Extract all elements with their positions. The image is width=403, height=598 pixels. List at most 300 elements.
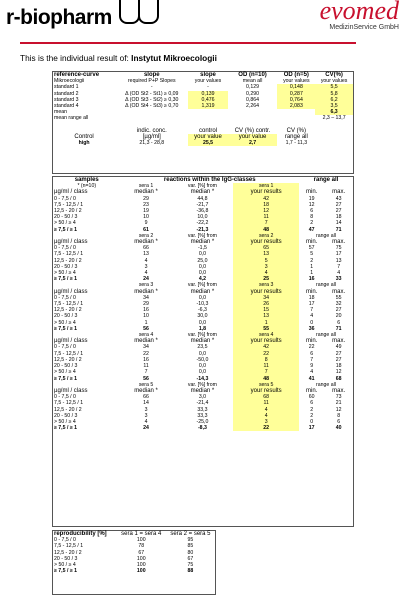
sample-cell: 26 bbox=[233, 301, 299, 307]
sample-cell: 8 bbox=[233, 357, 299, 363]
sample-cell: 23 bbox=[143, 201, 149, 208]
sample-cell: 13 bbox=[143, 251, 149, 258]
repro-col-header: sera 2 = sera 5 bbox=[170, 531, 211, 537]
sample-cell: 12 bbox=[335, 406, 342, 413]
repro-row bbox=[53, 568, 215, 574]
sample-cell: 34 bbox=[143, 294, 149, 301]
sample-cell: 4 bbox=[144, 257, 148, 264]
sample-cell: 66 bbox=[143, 245, 149, 252]
sample-cell: 9 bbox=[144, 220, 148, 227]
sample-cell: 33,3 bbox=[197, 412, 208, 419]
sample-cell: 22 bbox=[143, 350, 149, 357]
reference-cell: 3,5 bbox=[315, 103, 353, 109]
max-label: max. bbox=[332, 338, 346, 345]
sample-cell: 65 bbox=[233, 245, 299, 251]
sample-cell: > 50 / ≥ 4 bbox=[54, 270, 76, 277]
subcol: median * bbox=[134, 387, 158, 394]
sera-label: sera 5 bbox=[138, 381, 154, 388]
sample-cell: 11 bbox=[233, 363, 299, 369]
control-cell: 1,7 - 11,3 bbox=[285, 140, 308, 147]
sample-cell: 56 bbox=[143, 375, 149, 382]
sample-cell: 19 bbox=[308, 195, 315, 202]
reference-curve-table bbox=[52, 71, 354, 174]
sample-cell: -22,2 bbox=[196, 220, 209, 227]
sample-cell: 11 bbox=[143, 363, 149, 370]
repro-cell: 100 bbox=[136, 555, 146, 562]
r-biopharm-logo bbox=[4, 0, 154, 40]
sample-cell: 11 bbox=[233, 400, 299, 406]
sample-cell: 27 bbox=[335, 307, 342, 314]
reference-cell: 0,864 bbox=[246, 96, 260, 103]
reference-cell: 2,083 bbox=[277, 103, 315, 109]
control-header: indic. conc. bbox=[136, 127, 167, 134]
sample-cell: 0,0 bbox=[198, 350, 207, 357]
sample-cell: 10,0 bbox=[197, 214, 208, 221]
repro-cell: 67 bbox=[187, 555, 194, 562]
sample-cell: 1,8 bbox=[198, 325, 207, 332]
var-label: var. [%] from bbox=[187, 232, 217, 239]
reference-cell: standard 3 bbox=[54, 96, 79, 103]
reference-cell: standard 2 bbox=[54, 90, 79, 97]
sample-cell: 4,2 bbox=[198, 276, 207, 283]
sample-cell: 33 bbox=[335, 276, 342, 283]
control-cell: 2,7 bbox=[228, 140, 278, 146]
sample-cell: 41 bbox=[308, 375, 315, 382]
column-header: OD (n=5) bbox=[283, 72, 309, 78]
sample-cell: 0 - 7,5 / 0 bbox=[54, 245, 76, 252]
sample-cell: 3,0 bbox=[198, 394, 207, 401]
sample-cell: > 50 / ≥ 4 bbox=[54, 319, 76, 326]
samples-table bbox=[52, 176, 354, 527]
sample-cell: 16 bbox=[143, 307, 149, 314]
column-subheader: required P+P Slopes bbox=[127, 78, 176, 85]
range-label: mean range all bbox=[54, 115, 89, 122]
max-label: max. bbox=[332, 288, 346, 295]
sample-cell: ≥ 7,5 / ≥ 1 bbox=[54, 226, 77, 233]
min-label: min. bbox=[306, 189, 318, 196]
sample-cell: 0 - 7,5 / 0 bbox=[54, 294, 76, 301]
repro-cell: ≥ 7,5 / ≥ 1 bbox=[54, 568, 77, 575]
sample-cell: 0 bbox=[310, 418, 314, 425]
samples-title: samples bbox=[74, 177, 99, 183]
sample-cell: 36 bbox=[308, 325, 315, 332]
logo-shape-icon bbox=[138, 0, 159, 24]
range-title: range all bbox=[316, 332, 336, 339]
sample-cell: 4 bbox=[144, 270, 148, 277]
sample-cell: 19 bbox=[143, 208, 149, 215]
repro-cell: 78 bbox=[138, 543, 145, 550]
reproducibility-grid bbox=[53, 531, 215, 574]
sample-cell: 48 bbox=[233, 376, 299, 382]
sample-cell: 6 bbox=[310, 400, 314, 407]
sample-cell: 73 bbox=[335, 394, 342, 401]
logo-shape-icon bbox=[119, 0, 140, 24]
reference-cell: 5,5 bbox=[315, 84, 353, 90]
sample-cell: 8 bbox=[337, 412, 341, 419]
sample-cell: 68 bbox=[233, 394, 299, 400]
sample-cell: 5 bbox=[233, 258, 299, 264]
sample-cell: -21,7 bbox=[196, 201, 209, 208]
sample-cell: 1 bbox=[233, 320, 299, 326]
repro-cell: 100 bbox=[136, 562, 146, 569]
sera-label: sera 3 bbox=[138, 282, 154, 289]
subcol: median * bbox=[190, 189, 215, 196]
max-label: max. bbox=[332, 239, 346, 246]
sample-cell: 18 bbox=[308, 294, 315, 301]
min-label: min. bbox=[306, 239, 318, 246]
sample-cell: 10 bbox=[143, 214, 149, 221]
sample-cell: 0 - 7,5 / 0 bbox=[54, 195, 76, 202]
sample-cell: 18 bbox=[233, 202, 299, 208]
sample-cell: 4 bbox=[310, 369, 314, 376]
control-label: Control bbox=[74, 134, 94, 141]
sample-cell: 34 bbox=[143, 344, 149, 351]
sample-cell: 27 bbox=[335, 356, 342, 363]
control-cell: 25,5 bbox=[188, 140, 227, 146]
sample-cell: 2 bbox=[310, 412, 314, 419]
reference-cell: 0,764 bbox=[277, 97, 315, 103]
repro-cell: 12,5 - 20 / 2 bbox=[54, 549, 82, 556]
reference-cell: 0,476 bbox=[188, 97, 227, 103]
sample-cell: 75 bbox=[335, 245, 342, 252]
sample-cell: -10,3 bbox=[196, 301, 209, 308]
unit-header: µg/ml / class bbox=[54, 189, 88, 196]
column-header: slope bbox=[200, 72, 216, 78]
reference-cell: 0,148 bbox=[277, 84, 315, 90]
sample-cell: 22 bbox=[233, 351, 299, 357]
sample-cell: 27 bbox=[335, 208, 342, 215]
reference-cell: 0,290 bbox=[246, 90, 260, 97]
sample-cell: 18 bbox=[335, 363, 342, 370]
repro-cell: 85 bbox=[187, 543, 194, 550]
control-subheader: range all bbox=[284, 134, 308, 141]
sample-cell: 7 bbox=[337, 263, 341, 270]
unit-header: µg/ml / class bbox=[54, 338, 88, 345]
repro-cell: 88 bbox=[187, 568, 194, 575]
range-title: range all bbox=[316, 232, 336, 239]
control-blank bbox=[315, 140, 353, 146]
sample-cell: -14,3 bbox=[196, 375, 209, 382]
sample-cell: 10 bbox=[143, 313, 149, 320]
sample-cell: 7,5 - 12,5 / 1 bbox=[54, 201, 84, 208]
column-header: reference-curve bbox=[54, 72, 100, 78]
sera-label: sera 5 bbox=[233, 382, 299, 388]
sample-cell: 60 bbox=[308, 394, 315, 401]
sera-label: sera 1 bbox=[233, 183, 299, 189]
sample-cell: 25,0 bbox=[197, 257, 208, 264]
reference-cell: - bbox=[150, 84, 153, 91]
sample-cell: 20 - 50 / 3 bbox=[54, 363, 78, 370]
sample-cell: 4 bbox=[337, 270, 341, 277]
sample-cell: 20 - 50 / 3 bbox=[54, 263, 78, 270]
sample-cell: 0,0 bbox=[198, 270, 207, 277]
control-row bbox=[53, 140, 353, 146]
subcol: your results bbox=[233, 189, 299, 195]
sample-cell: ≥ 7,5 / ≥ 1 bbox=[54, 276, 77, 283]
sample-cell: 0 - 7,5 / 0 bbox=[54, 394, 76, 401]
sample-cell: 2 bbox=[310, 406, 314, 413]
reference-cell: Δ (OD St3 - St2) ≥ 0,30 bbox=[125, 96, 179, 103]
control-cell: high bbox=[78, 140, 90, 147]
reference-cell: 2,264 bbox=[246, 103, 260, 110]
unit-header: µg/ml / class bbox=[54, 239, 88, 246]
reference-table bbox=[53, 72, 353, 146]
sample-cell: 0,0 bbox=[198, 369, 207, 376]
sample-cell: > 50 / ≥ 4 bbox=[54, 220, 76, 227]
unit-header: µg/ml / class bbox=[54, 387, 88, 394]
column-header: OD (n=10) bbox=[238, 72, 267, 78]
sample-cell: 6 bbox=[337, 418, 341, 425]
sera-label: sera 1 bbox=[138, 183, 154, 190]
sample-cell: 33,3 bbox=[197, 406, 208, 413]
sample-cell: 55 bbox=[233, 326, 299, 332]
var-label: var. [%] from bbox=[187, 183, 217, 190]
sera-label: sera 2 bbox=[233, 233, 299, 239]
repro-cell: 95 bbox=[187, 537, 194, 544]
sample-cell: 71 bbox=[335, 325, 342, 332]
sample-cell: 6 bbox=[310, 350, 314, 357]
sample-cell: 21 bbox=[335, 400, 342, 407]
sample-cell: > 50 / ≥ 4 bbox=[54, 369, 76, 376]
sample-cell: 0,0 bbox=[198, 263, 207, 270]
sample-cell: 7,5 - 12,5 / 1 bbox=[54, 251, 84, 258]
sample-cell: 13 bbox=[233, 313, 299, 319]
reference-cell: standard 1 bbox=[54, 84, 79, 91]
range-title: range all bbox=[316, 282, 336, 289]
sample-cell: 25 bbox=[233, 276, 299, 282]
sample-cell: 13 bbox=[335, 257, 342, 264]
sample-cell: 9 bbox=[310, 363, 314, 370]
column-subheader: your values bbox=[283, 78, 310, 85]
sample-cell: 7 bbox=[144, 369, 148, 376]
sample-cell: 4 bbox=[233, 270, 299, 276]
sample-cell: -21,3 bbox=[196, 226, 209, 233]
sample-cell: 0 - 7,5 / 0 bbox=[54, 344, 76, 351]
repro-cell: > 50 / ≥ 4 bbox=[54, 562, 76, 569]
sample-cell: 32 bbox=[335, 301, 342, 308]
sample-cell: 1 bbox=[310, 270, 314, 277]
sample-cell: 7 bbox=[233, 220, 299, 226]
sample-cell: 12,5 - 20 / 2 bbox=[54, 257, 82, 264]
sample-cell: 7 bbox=[310, 307, 314, 314]
sample-cell: 68 bbox=[335, 375, 342, 382]
subcol: your results bbox=[233, 388, 299, 394]
sample-cell: 12,5 - 20 / 2 bbox=[54, 307, 82, 314]
sample-cell: 12 bbox=[233, 208, 299, 214]
max-label: max. bbox=[332, 387, 346, 394]
sample-cell: 14 bbox=[335, 220, 342, 227]
sample-cell: 43 bbox=[335, 195, 342, 202]
control-header: CV (%) bbox=[286, 127, 306, 134]
unit-header: * (n=10) bbox=[77, 183, 97, 190]
min-label: min. bbox=[306, 338, 318, 345]
sample-cell: 4 bbox=[144, 418, 148, 425]
sera-label: sera 3 bbox=[233, 282, 299, 288]
max-label: max. bbox=[332, 189, 346, 196]
reference-cell: 6,2 bbox=[315, 97, 353, 103]
intro-line bbox=[20, 53, 217, 63]
control-header: CV (%) contr. bbox=[234, 127, 271, 134]
subcol: your results bbox=[233, 338, 299, 344]
sample-cell: 20 - 50 / 3 bbox=[54, 214, 78, 221]
intro-name: Instytut Mikroecologii bbox=[131, 53, 217, 63]
subcol: median * bbox=[190, 239, 215, 246]
sample-cell: 34 bbox=[233, 295, 299, 301]
sample-cell: 0 bbox=[310, 319, 314, 326]
column-header: CV(%) bbox=[325, 72, 343, 78]
min-label: min. bbox=[306, 387, 318, 394]
control-header: control bbox=[198, 127, 217, 134]
sample-cell: 47 bbox=[308, 226, 315, 233]
sample-cell: 15 bbox=[233, 307, 299, 313]
min-label: min. bbox=[306, 288, 318, 295]
subcol: median * bbox=[134, 288, 158, 295]
range-title: range all bbox=[316, 381, 336, 388]
reference-cell: 0,139 bbox=[188, 91, 227, 97]
reference-cell: 0,287 bbox=[277, 91, 315, 97]
sample-cell: 5 bbox=[310, 251, 314, 258]
control-subheader: [µg/ml] bbox=[142, 134, 161, 141]
control-cell: 21,3 - 28,8 bbox=[139, 140, 165, 147]
sample-cell: 3 bbox=[233, 419, 299, 425]
sample-cell: 4 bbox=[233, 407, 299, 413]
sample-cell: 29 bbox=[143, 195, 149, 202]
sample-cell: > 50 / ≥ 4 bbox=[54, 418, 76, 425]
sample-cell: 14 bbox=[143, 400, 149, 407]
sample-cell: 7,5 - 12,5 / 1 bbox=[54, 301, 84, 308]
sample-cell: 42 bbox=[233, 196, 299, 202]
sample-cell: 16 bbox=[308, 276, 315, 283]
sample-cell: 1 bbox=[144, 319, 148, 326]
sample-cell: 7,5 - 12,5 / 1 bbox=[54, 350, 84, 357]
sample-cell: 27 bbox=[335, 350, 342, 357]
sample-cell: 24 bbox=[143, 276, 149, 283]
sample-cell: 0,0 bbox=[198, 319, 207, 326]
var-label: var. [%] from bbox=[187, 282, 217, 289]
subcol: median * bbox=[134, 239, 158, 246]
repro-cell: 100 bbox=[136, 537, 146, 544]
column-subheader: your values bbox=[320, 78, 348, 85]
sample-cell: 2 bbox=[310, 220, 314, 227]
reference-cell: 1,319 bbox=[188, 103, 227, 109]
sample-cell: 7 bbox=[233, 369, 299, 375]
column-subheader: your values bbox=[194, 78, 222, 85]
sample-cell: 57 bbox=[308, 245, 315, 252]
repro-cell: 0 - 7,5 / 0 bbox=[54, 537, 76, 544]
sample-cell: 6 bbox=[337, 319, 341, 326]
sample-cell: -6,3 bbox=[197, 307, 207, 314]
sample-cell: 42 bbox=[233, 344, 299, 350]
sample-cell: 29 bbox=[143, 301, 149, 308]
sample-cell: 12 bbox=[335, 369, 342, 376]
sample-cell: 12,5 - 20 / 2 bbox=[54, 406, 82, 413]
reproducibility-table bbox=[52, 530, 216, 595]
sample-cell: 3 bbox=[144, 406, 148, 413]
sample-cell: 20 bbox=[335, 313, 342, 320]
reference-cell: - bbox=[207, 84, 209, 91]
sample-cell: 20 - 50 / 3 bbox=[54, 412, 78, 419]
sample-cell: 23,5 bbox=[197, 344, 208, 351]
sample-cell: 66 bbox=[143, 394, 149, 401]
unit-header: µg/ml / class bbox=[54, 288, 88, 295]
samples-range-title: range all bbox=[313, 177, 339, 183]
sample-cell: ≥ 7,5 / ≥ 1 bbox=[54, 375, 77, 382]
sample-cell: -25,0 bbox=[196, 418, 209, 425]
subcol: median * bbox=[134, 338, 158, 345]
logo-right-sub: MedizinService GmbH bbox=[329, 24, 399, 31]
column-header: slope bbox=[143, 72, 160, 78]
subcol: median * bbox=[134, 189, 158, 196]
samples-section-title: reactions within the IgG-classes bbox=[163, 177, 256, 183]
sample-cell: 22 bbox=[308, 344, 315, 351]
reference-cell: 0,129 bbox=[246, 84, 260, 91]
logo-left-text: r-biopharm bbox=[6, 6, 112, 29]
sample-cell: 7 bbox=[310, 356, 314, 363]
sample-cell: ≥ 7,5 / ≥ 1 bbox=[54, 325, 77, 332]
sample-cell: 17 bbox=[308, 301, 315, 308]
sample-cell: 61 bbox=[143, 226, 149, 233]
repro-cell: 100 bbox=[136, 568, 146, 575]
sample-cell: 13 bbox=[233, 251, 299, 257]
sample-cell: 71 bbox=[335, 226, 342, 233]
sample-cell: -50,0 bbox=[196, 356, 209, 363]
sample-cell: 40 bbox=[335, 425, 342, 432]
repro-cell: 80 bbox=[187, 549, 194, 556]
sample-cell: 12,5 - 20 / 2 bbox=[54, 356, 82, 363]
column-subheader: Mikroecologii bbox=[54, 78, 85, 85]
subcol: median * bbox=[190, 338, 215, 345]
reference-cell: Δ (OD St2 - St1) ≥ 0,09 bbox=[125, 90, 179, 97]
sample-cell: 44,8 bbox=[197, 195, 208, 202]
sample-cell: 7,5 - 12,5 / 1 bbox=[54, 400, 84, 407]
sample-cell: 16 bbox=[143, 356, 149, 363]
sample-cell: 3 bbox=[233, 264, 299, 270]
sample-cell: -36,8 bbox=[196, 208, 209, 215]
reference-cell: 5,8 bbox=[315, 91, 353, 97]
sample-cell: 49 bbox=[335, 344, 342, 351]
repro-title: reproducibility [%] bbox=[54, 531, 107, 537]
sample-row bbox=[53, 425, 353, 431]
sample-cell: 18 bbox=[335, 214, 342, 221]
mean-label: mean bbox=[54, 109, 67, 116]
control-subheader: your value bbox=[188, 134, 227, 140]
sample-cell: 8 bbox=[310, 214, 314, 221]
sample-cell: 11 bbox=[233, 214, 299, 220]
repro-cell: 67 bbox=[138, 549, 145, 556]
sample-cell: 4 bbox=[310, 313, 314, 320]
sample-cell: 3 bbox=[144, 263, 148, 270]
repro-cell: 7,5 - 12,5 / 1 bbox=[54, 543, 84, 550]
mean-value: 6,3 bbox=[315, 109, 353, 115]
sample-cell: 22 bbox=[233, 425, 299, 431]
sample-cell: 24 bbox=[143, 425, 149, 432]
sample-cell: 0,0 bbox=[198, 363, 207, 370]
sera-label: sera 2 bbox=[138, 232, 154, 239]
header-divider bbox=[20, 42, 356, 44]
reference-cell: Δ (OD St4 - St3) ≥ 0,70 bbox=[125, 103, 179, 110]
logo-right-brand: evomed bbox=[319, 0, 399, 25]
range-value: 2,3 – 13,7 bbox=[322, 115, 346, 122]
sample-cell: ≥ 7,5 / ≥ 1 bbox=[54, 425, 77, 432]
sample-cell: 17 bbox=[308, 425, 315, 432]
sample-cell: 48 bbox=[233, 227, 299, 233]
sample-cell: -21,4 bbox=[196, 400, 209, 407]
repro-col-header: sera 1 = sera 4 bbox=[121, 531, 162, 537]
sample-cell: 56 bbox=[143, 325, 149, 332]
sample-cell: 30,0 bbox=[197, 313, 208, 320]
sample-cell: 27 bbox=[335, 201, 342, 208]
subcol: median * bbox=[190, 387, 215, 394]
